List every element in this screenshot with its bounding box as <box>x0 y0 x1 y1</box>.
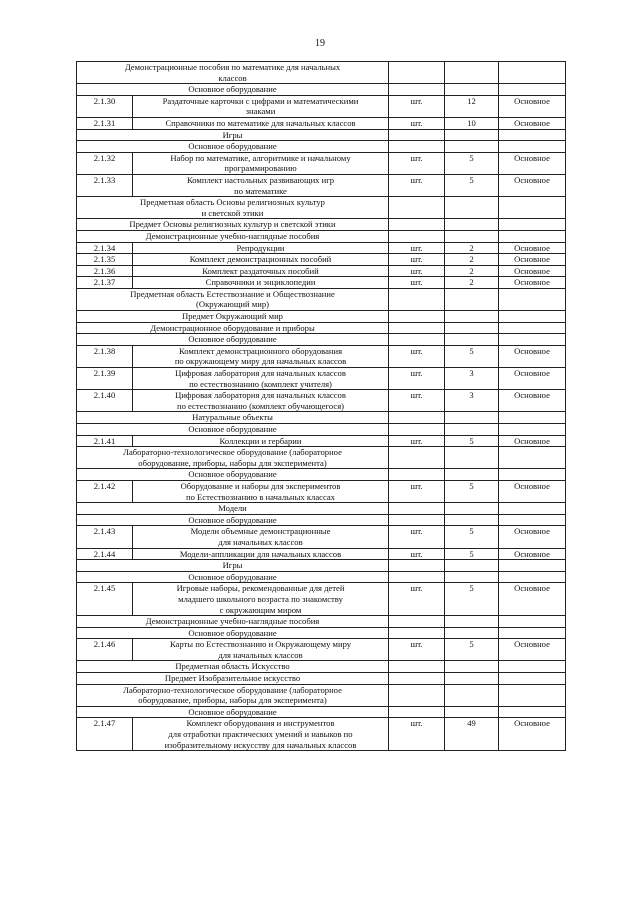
empty-cell <box>389 560 445 572</box>
section-title: Основное оборудование <box>77 469 389 481</box>
item-type: Основное <box>499 548 566 560</box>
empty-cell <box>499 424 566 436</box>
empty-cell <box>389 219 445 231</box>
empty-cell <box>499 84 566 96</box>
item-name: Оборудование и наборы для экспериментов по Естествознанию в начальных классах <box>133 480 389 502</box>
item-unit: шт. <box>389 368 445 390</box>
empty-cell <box>389 469 445 481</box>
item-unit: шт. <box>389 526 445 548</box>
item-unit: шт. <box>389 117 445 129</box>
empty-cell <box>389 706 445 718</box>
item-number: 2.1.46 <box>77 639 133 661</box>
item-unit: шт. <box>389 277 445 289</box>
section-title: Основное оборудование <box>77 424 389 436</box>
empty-cell <box>499 197 566 219</box>
item-type: Основное <box>499 639 566 661</box>
empty-cell <box>445 571 499 583</box>
empty-cell <box>445 141 499 153</box>
empty-cell <box>389 661 445 673</box>
item-number: 2.1.43 <box>77 526 133 548</box>
item-type: Основное <box>499 95 566 117</box>
empty-cell <box>389 514 445 526</box>
empty-cell <box>389 197 445 219</box>
item-number: 2.1.34 <box>77 242 133 254</box>
item-unit: шт. <box>389 548 445 560</box>
table-row <box>77 480 566 502</box>
item-name: Справочники по математике для начальных классов <box>133 117 389 129</box>
table-row <box>77 368 566 390</box>
empty-cell <box>499 673 566 685</box>
section-title: Основное оборудование <box>77 141 389 153</box>
item-type: Основное <box>499 174 566 196</box>
empty-cell <box>445 334 499 346</box>
empty-cell <box>445 412 499 424</box>
item-number: 2.1.44 <box>77 548 133 560</box>
empty-cell <box>445 560 499 572</box>
section-row <box>77 469 566 481</box>
item-number: 2.1.33 <box>77 174 133 196</box>
item-unit: шт. <box>389 583 445 616</box>
section-row <box>77 616 566 628</box>
item-unit: шт. <box>389 174 445 196</box>
item-name: Комплект демонстрационного оборудования по окружающему миру для начальных классов <box>133 345 389 367</box>
table-row <box>77 174 566 196</box>
item-quantity: 2 <box>445 277 499 289</box>
item-number: 2.1.45 <box>77 583 133 616</box>
table-row <box>77 718 566 751</box>
item-name: Комплект настольных развивающих игр по математике <box>133 174 389 196</box>
item-number: 2.1.36 <box>77 265 133 277</box>
item-quantity: 5 <box>445 548 499 560</box>
empty-cell <box>499 62 566 84</box>
empty-cell <box>445 661 499 673</box>
section-title: Предмет Изобразительное искусство <box>77 673 389 685</box>
item-name: Модели объемные демонстрационные для начальных классов <box>133 526 389 548</box>
item-type: Основное <box>499 152 566 174</box>
item-type: Основное <box>499 583 566 616</box>
item-name: Комплект оборудования и инструментов для отработки практических умений и навыков по изобразительному искусству для начальных классов <box>133 718 389 751</box>
section-title: Демонстрационные пособия по математике для начальных классов <box>77 62 389 84</box>
section-title: Демонстрационное оборудование и приборы <box>77 322 389 334</box>
section-title: Предметная область Основы религиозных культур и светской этики <box>77 197 389 219</box>
section-row <box>77 322 566 334</box>
item-unit: шт. <box>389 345 445 367</box>
empty-cell <box>445 469 499 481</box>
empty-cell <box>389 129 445 141</box>
item-unit: шт. <box>389 95 445 117</box>
section-row <box>77 673 566 685</box>
item-number: 2.1.39 <box>77 368 133 390</box>
table-row <box>77 95 566 117</box>
empty-cell <box>389 84 445 96</box>
section-title: Натуральные объекты <box>77 412 389 424</box>
empty-cell <box>389 288 445 310</box>
item-quantity: 5 <box>445 583 499 616</box>
item-number: 2.1.42 <box>77 480 133 502</box>
item-quantity: 49 <box>445 718 499 751</box>
item-type: Основное <box>499 718 566 751</box>
item-quantity: 10 <box>445 117 499 129</box>
section-row <box>77 424 566 436</box>
table-row <box>77 117 566 129</box>
page-number: 19 <box>315 38 325 49</box>
section-row <box>77 141 566 153</box>
section-title: Предмет Окружающий мир <box>77 311 389 323</box>
item-unit: шт. <box>389 254 445 266</box>
section-row <box>77 84 566 96</box>
section-row <box>77 560 566 572</box>
item-name: Справочники и энциклопедии <box>133 277 389 289</box>
item-type: Основное <box>499 480 566 502</box>
item-quantity: 2 <box>445 254 499 266</box>
item-type: Основное <box>499 265 566 277</box>
empty-cell <box>499 616 566 628</box>
item-quantity: 3 <box>445 368 499 390</box>
empty-cell <box>445 503 499 515</box>
section-row <box>77 412 566 424</box>
empty-cell <box>499 219 566 231</box>
section-row <box>77 311 566 323</box>
item-type: Основное <box>499 277 566 289</box>
empty-cell <box>499 627 566 639</box>
empty-cell <box>389 616 445 628</box>
section-row <box>77 288 566 310</box>
item-quantity: 5 <box>445 435 499 447</box>
section-row <box>77 571 566 583</box>
item-quantity: 5 <box>445 526 499 548</box>
empty-cell <box>445 684 499 706</box>
empty-cell <box>389 673 445 685</box>
section-row <box>77 627 566 639</box>
section-row <box>77 129 566 141</box>
item-number: 2.1.32 <box>77 152 133 174</box>
empty-cell <box>389 62 445 84</box>
empty-cell <box>389 322 445 334</box>
empty-cell <box>499 412 566 424</box>
section-row <box>77 230 566 242</box>
section-title: Демонстрационные учебно-наглядные пособия <box>77 616 389 628</box>
item-number: 2.1.30 <box>77 95 133 117</box>
section-title: Основное оборудование <box>77 84 389 96</box>
item-type: Основное <box>499 435 566 447</box>
item-quantity: 5 <box>445 480 499 502</box>
section-title: Основное оборудование <box>77 627 389 639</box>
empty-cell <box>499 684 566 706</box>
table-row <box>77 254 566 266</box>
item-quantity: 3 <box>445 390 499 412</box>
empty-cell <box>499 503 566 515</box>
item-quantity: 5 <box>445 345 499 367</box>
item-name: Игровые наборы, рекомендованные для детей младшего школьного возраста по знакомству с окружающим миром <box>133 583 389 616</box>
item-type: Основное <box>499 345 566 367</box>
empty-cell <box>445 219 499 231</box>
empty-cell <box>499 447 566 469</box>
empty-cell <box>499 129 566 141</box>
table-row <box>77 526 566 548</box>
item-name: Репродукции <box>133 242 389 254</box>
item-unit: шт. <box>389 718 445 751</box>
section-title: Лабораторно-технологическое оборудование (лабораторное оборудование, приборы, наборы для эксперимента) <box>77 447 389 469</box>
section-row <box>77 684 566 706</box>
section-row <box>77 514 566 526</box>
table-row <box>77 277 566 289</box>
section-title: Основное оборудование <box>77 706 389 718</box>
empty-cell <box>445 514 499 526</box>
empty-cell <box>445 62 499 84</box>
empty-cell <box>445 288 499 310</box>
section-title: Предметная область Естествознание и Обществознание (Окружающий мир) <box>77 288 389 310</box>
empty-cell <box>389 571 445 583</box>
empty-cell <box>389 627 445 639</box>
item-type: Основное <box>499 242 566 254</box>
item-quantity: 2 <box>445 242 499 254</box>
table-row <box>77 242 566 254</box>
item-unit: шт. <box>389 390 445 412</box>
empty-cell <box>499 560 566 572</box>
empty-cell <box>389 503 445 515</box>
empty-cell <box>389 311 445 323</box>
empty-cell <box>499 311 566 323</box>
empty-cell <box>445 673 499 685</box>
section-title: Основное оборудование <box>77 571 389 583</box>
empty-cell <box>389 141 445 153</box>
item-type: Основное <box>499 368 566 390</box>
item-number: 2.1.35 <box>77 254 133 266</box>
item-unit: шт. <box>389 435 445 447</box>
table-row <box>77 435 566 447</box>
section-title: Лабораторно-технологическое оборудование (лабораторное оборудование, приборы, наборы для эксперимента) <box>77 684 389 706</box>
empty-cell <box>445 706 499 718</box>
item-name: Модели-аппликации для начальных классов <box>133 548 389 560</box>
section-title: Игры <box>77 129 389 141</box>
item-unit: шт. <box>389 242 445 254</box>
empty-cell <box>445 627 499 639</box>
item-type: Основное <box>499 390 566 412</box>
empty-cell <box>445 230 499 242</box>
section-row <box>77 62 566 84</box>
empty-cell <box>499 571 566 583</box>
empty-cell <box>389 412 445 424</box>
item-quantity: 2 <box>445 265 499 277</box>
section-row <box>77 706 566 718</box>
item-number: 2.1.31 <box>77 117 133 129</box>
empty-cell <box>499 288 566 310</box>
section-title: Основное оборудование <box>77 334 389 346</box>
table-row <box>77 548 566 560</box>
empty-cell <box>445 424 499 436</box>
empty-cell <box>499 230 566 242</box>
equipment-table <box>76 61 566 751</box>
item-name: Набор по математике, алгоритмике и начальному программированию <box>133 152 389 174</box>
table-row <box>77 345 566 367</box>
empty-cell <box>499 706 566 718</box>
table-row <box>77 583 566 616</box>
item-number: 2.1.40 <box>77 390 133 412</box>
section-row <box>77 334 566 346</box>
section-row <box>77 219 566 231</box>
table-row <box>77 152 566 174</box>
item-unit: шт. <box>389 639 445 661</box>
item-number: 2.1.37 <box>77 277 133 289</box>
empty-cell <box>389 230 445 242</box>
item-quantity: 12 <box>445 95 499 117</box>
section-row <box>77 447 566 469</box>
empty-cell <box>499 322 566 334</box>
item-name: Цифровая лаборатория для начальных классов по естествознанию (комплект учителя) <box>133 368 389 390</box>
empty-cell <box>445 84 499 96</box>
item-type: Основное <box>499 117 566 129</box>
table-row <box>77 265 566 277</box>
item-quantity: 5 <box>445 639 499 661</box>
section-title: Демонстрационные учебно-наглядные пособия <box>77 230 389 242</box>
section-row <box>77 197 566 219</box>
empty-cell <box>445 129 499 141</box>
empty-cell <box>499 469 566 481</box>
section-row <box>77 661 566 673</box>
section-row <box>77 503 566 515</box>
item-name: Цифровая лаборатория для начальных классов по естествознанию (комплект обучающегося) <box>133 390 389 412</box>
empty-cell <box>445 447 499 469</box>
item-unit: шт. <box>389 265 445 277</box>
item-type: Основное <box>499 526 566 548</box>
item-number: 2.1.38 <box>77 345 133 367</box>
item-unit: шт. <box>389 152 445 174</box>
item-unit: шт. <box>389 480 445 502</box>
item-name: Карты по Естествознанию и Окружающему миру для начальных классов <box>133 639 389 661</box>
item-name: Комплект раздаточных пособий <box>133 265 389 277</box>
table-row <box>77 390 566 412</box>
empty-cell <box>445 197 499 219</box>
section-title: Модели <box>77 503 389 515</box>
section-title: Предметная область Искусство <box>77 661 389 673</box>
empty-cell <box>499 334 566 346</box>
empty-cell <box>499 514 566 526</box>
empty-cell <box>445 322 499 334</box>
item-number: 2.1.41 <box>77 435 133 447</box>
item-name: Комплект демонстрационных пособий <box>133 254 389 266</box>
empty-cell <box>389 447 445 469</box>
item-type: Основное <box>499 254 566 266</box>
item-number: 2.1.47 <box>77 718 133 751</box>
item-name: Раздаточные карточки с цифрами и математическими знаками <box>133 95 389 117</box>
item-name: Коллекции и гербарии <box>133 435 389 447</box>
empty-cell <box>389 334 445 346</box>
section-title: Игры <box>77 560 389 572</box>
empty-cell <box>499 141 566 153</box>
section-title: Предмет Основы религиозных культур и светской этики <box>77 219 389 231</box>
empty-cell <box>389 684 445 706</box>
empty-cell <box>389 424 445 436</box>
table-row <box>77 639 566 661</box>
section-title: Основное оборудование <box>77 514 389 526</box>
empty-cell <box>445 311 499 323</box>
item-quantity: 5 <box>445 174 499 196</box>
empty-cell <box>499 661 566 673</box>
item-quantity: 5 <box>445 152 499 174</box>
empty-cell <box>445 616 499 628</box>
